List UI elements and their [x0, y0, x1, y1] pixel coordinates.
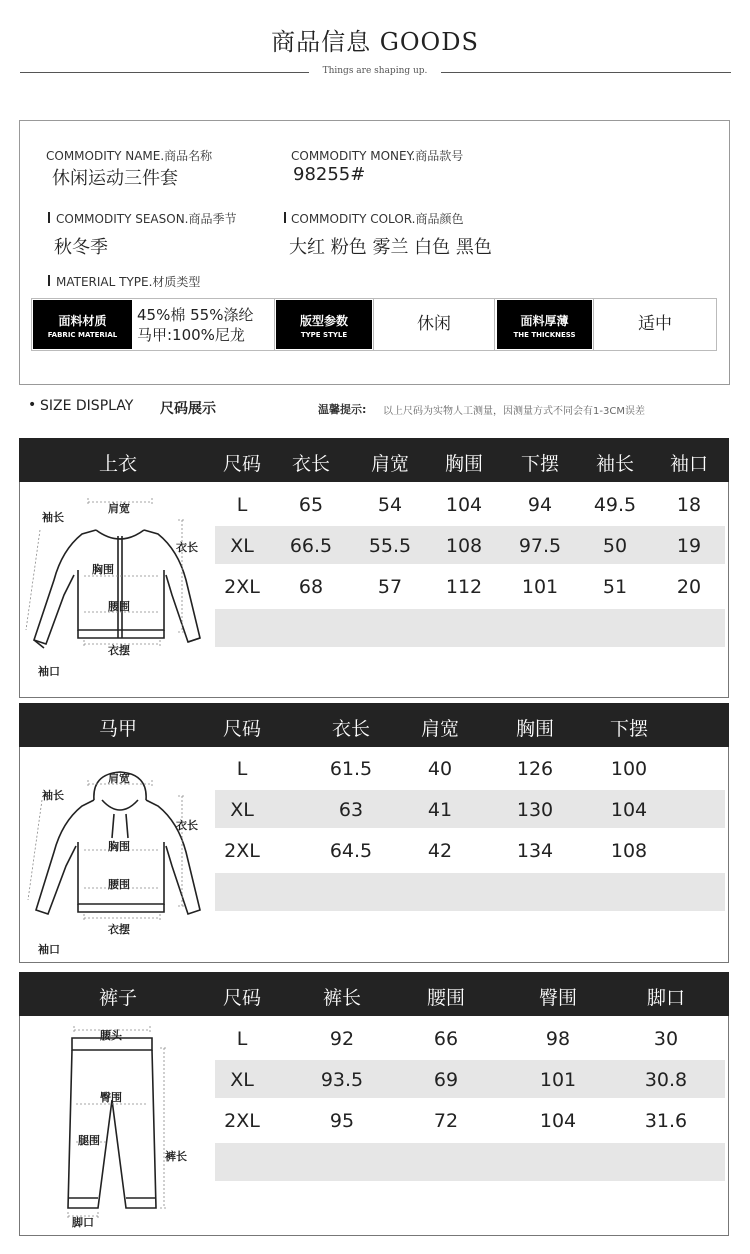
row-stripe: [215, 1143, 725, 1181]
diagram-label-cuff: 袖口: [38, 943, 60, 956]
tops-header-cell: 袖口: [669, 453, 708, 475]
vest-table-cell: 104: [610, 799, 648, 821]
tops-table-cell: 108: [445, 535, 483, 557]
tops-header-cell: 胸围: [444, 453, 483, 475]
pants-header-cell: 裤长: [322, 987, 361, 1009]
tops-table-cell: 2XL: [224, 576, 260, 598]
tops-table-cell: 50: [602, 535, 628, 557]
label-marker: [48, 212, 50, 223]
pants-table-cell: 2XL: [224, 1110, 260, 1132]
pants-table-cell: 93.5: [320, 1069, 364, 1091]
pants-title: 裤子: [98, 987, 137, 1009]
vest-table-cell: 126: [516, 758, 554, 780]
diagram-label-shoulder: 肩宽: [108, 772, 130, 785]
commodity-money-label: COMMODITY MONEY.商品款号: [291, 149, 464, 163]
row-stripe: [215, 873, 725, 911]
pants-table-cell: 92: [329, 1028, 355, 1050]
tops-table-cell: XL: [230, 535, 254, 557]
tops-table-cell: 66.5: [289, 535, 333, 557]
diagram-label-cuff: 袖口: [38, 665, 60, 678]
pants-table-cell: XL: [230, 1069, 254, 1091]
pants-header-cell: 腰围: [426, 987, 465, 1009]
vest-table-cell: 130: [516, 799, 554, 821]
tops-table-cell: 57: [377, 576, 403, 598]
diagram-label-length: 裤长: [165, 1150, 187, 1163]
page-title: 商品信息 GOODS: [271, 28, 479, 56]
tops-table-cell: 104: [445, 494, 483, 516]
tops-table-cell: 101: [521, 576, 559, 598]
tops-table-cell: 51: [602, 576, 628, 598]
diagram-label-sleeve: 袖长: [42, 511, 64, 524]
type-style-cn: 版型参数: [299, 314, 348, 328]
vest-table-cell: 41: [427, 799, 453, 821]
pants-table-cell: 95: [329, 1110, 355, 1132]
type-style-value: 休闲: [373, 299, 495, 350]
pants-header-cell: 臀围: [538, 987, 577, 1009]
thickness-en: THE THICKNESS: [513, 331, 576, 339]
fabric-material-en: FABRIC MATERIAL: [47, 331, 118, 339]
tops-table-cell: 54: [377, 494, 403, 516]
vest-title: 马甲: [98, 718, 137, 740]
vest-table-cell: XL: [230, 799, 254, 821]
tops-table-cell: 20: [676, 576, 702, 598]
diagram-label-hem: 衣摆: [108, 923, 130, 936]
vest-table-cell: 2XL: [224, 840, 260, 862]
diagram-label-hip: 臀围: [100, 1091, 122, 1104]
diagram-label-waistband: 腰头: [100, 1029, 122, 1042]
diagram-label-shoulder: 肩宽: [108, 502, 130, 515]
pants-diagram: [40, 1020, 200, 1230]
vest-header-cell: 肩宽: [420, 718, 459, 740]
fabric-material-value: [137, 305, 253, 345]
pants-table-cell: 30.8: [644, 1069, 688, 1091]
pants-table-cell: L: [236, 1028, 248, 1050]
vest-header-cell: 衣长: [331, 718, 370, 740]
vest-table-cell: 64.5: [329, 840, 373, 862]
tops-table-cell: 65: [298, 494, 324, 516]
page-subtitle: Things are shaping up.: [322, 66, 428, 76]
vest-table-cell: 40: [427, 758, 453, 780]
vest-table-cell: L: [236, 758, 248, 780]
commodity-color-label: COMMODITY COLOR.商品颜色: [291, 212, 464, 226]
warm-tip-text: 以上尺码为实物人工测量，因测量方式不同会有1-3CM误差: [383, 406, 645, 417]
diagram-label-waist: 腰围: [108, 878, 130, 891]
tops-table-cell: 112: [445, 576, 483, 598]
tops-table-cell: 49.5: [593, 494, 637, 516]
diagram-label-sleeve: 袖长: [42, 789, 64, 802]
type-style-tag: [276, 300, 372, 349]
diagram-label-chest: 胸围: [92, 563, 114, 576]
vest-table-cell: 61.5: [329, 758, 373, 780]
fabric-line-1: 45%棉 55%涤纶: [137, 306, 254, 324]
thickness-tag: [497, 300, 592, 349]
thickness-cn: 面料厚薄: [520, 314, 569, 328]
fabric-line-2: 马甲:100%尼龙: [137, 326, 245, 344]
diagram-label-thigh: 腿围: [78, 1134, 100, 1147]
diagram-label-chest: 胸围: [108, 840, 130, 853]
diagram-label-ankle: 脚口: [72, 1216, 94, 1229]
vest-table-cell: 42: [427, 840, 453, 862]
tops-table-cell: 19: [676, 535, 702, 557]
vest-table-cell: 100: [610, 758, 648, 780]
commodity-season-value: 秋冬季: [54, 237, 108, 258]
warm-tip-label: 温馨提示:: [318, 403, 367, 416]
pants-table-cell: 98: [545, 1028, 571, 1050]
pants-table-cell: 72: [433, 1110, 459, 1132]
fabric-material-cn: 面料材质: [58, 314, 107, 328]
tops-header-cell: 尺码: [222, 453, 261, 475]
cell-divider: [274, 299, 275, 350]
tops-table-cell: L: [236, 494, 248, 516]
tops-table-cell: 68: [298, 576, 324, 598]
commodity-money-value: 98255#: [293, 164, 366, 185]
commodity-season-label: COMMODITY SEASON.商品季节: [56, 212, 237, 226]
pants-table-cell: 101: [539, 1069, 577, 1091]
vest-header-cell: 胸围: [515, 718, 554, 740]
tops-table-cell: 55.5: [368, 535, 412, 557]
type-style-en: TYPE STYLE: [300, 331, 348, 339]
tops-table-cell: 97.5: [518, 535, 562, 557]
vest-header-cell: 尺码: [222, 718, 261, 740]
fabric-material-tag: [33, 300, 132, 349]
label-marker: [48, 275, 50, 286]
diagram-label-length: 衣长: [176, 819, 198, 832]
vest-table-cell: 134: [516, 840, 554, 862]
tops-title: 上衣: [98, 453, 137, 475]
tops-header-cell: 肩宽: [370, 453, 409, 475]
row-stripe: [215, 609, 725, 647]
pants-table-cell: 69: [433, 1069, 459, 1091]
diagram-label-hem: 衣摆: [108, 644, 130, 657]
pants-header-cell: 尺码: [222, 987, 261, 1009]
tops-table-cell: 94: [527, 494, 553, 516]
size-display-cn: 尺码展示: [160, 401, 216, 417]
diagram-label-waist: 腰围: [108, 600, 130, 613]
material-type-label: MATERIAL TYPE.材质类型: [56, 275, 201, 289]
pants-table-cell: 66: [433, 1028, 459, 1050]
label-marker: [284, 212, 286, 223]
size-display-bullet: •: [28, 397, 37, 413]
tops-header-cell: 袖长: [595, 453, 634, 475]
tops-header-cell: 下摆: [520, 453, 559, 475]
size-display-en: SIZE DISPLAY: [40, 398, 134, 414]
thickness-value: 适中: [593, 299, 716, 350]
tops-header-cell: 衣长: [291, 453, 330, 475]
diagram-label-length: 衣长: [176, 541, 198, 554]
pants-header-cell: 脚口: [646, 987, 685, 1009]
tops-table-cell: 18: [676, 494, 702, 516]
pants-table-cell: 30: [653, 1028, 679, 1050]
vest-header-cell: 下摆: [609, 718, 648, 740]
commodity-name-value: 休闲运动三件套: [52, 168, 178, 189]
vest-table-cell: 108: [610, 840, 648, 862]
vest-table-cell: 63: [338, 799, 364, 821]
pants-table-cell: 104: [539, 1110, 577, 1132]
commodity-name-label: COMMODITY NAME.商品名称: [46, 149, 213, 163]
pants-table-cell: 31.6: [644, 1110, 688, 1132]
commodity-color-value: 大红 粉色 雾兰 白色 黑色: [289, 237, 492, 258]
